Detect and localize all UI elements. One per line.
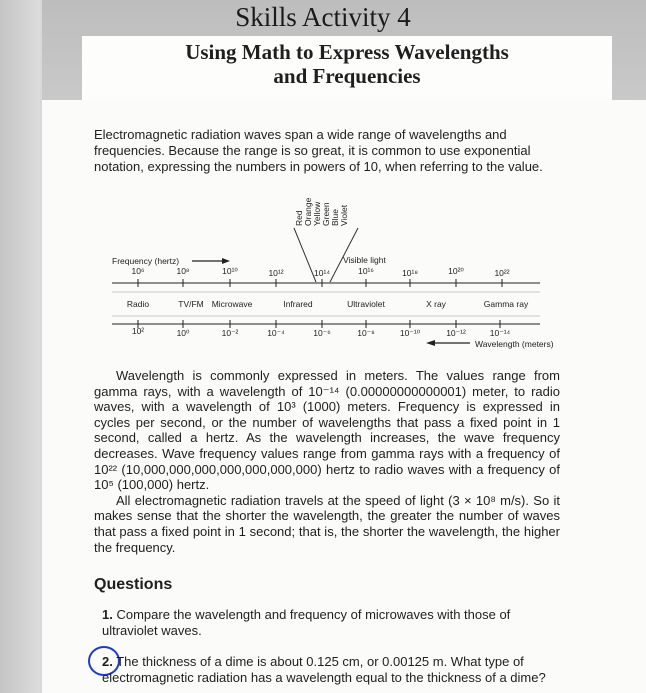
question-1 <box>102 607 562 638</box>
wavelength-tick-label: 10⁰ <box>176 328 190 338</box>
wavelength-ticks <box>132 320 511 338</box>
region-microwave: Microwave <box>211 299 253 309</box>
region-x-ray: X ray <box>426 299 446 309</box>
visible-fan-left-line <box>294 228 316 282</box>
question-2 <box>102 654 562 685</box>
region-infrared: Infrared <box>283 299 313 309</box>
frequency-tick-label: 10¹⁴ <box>314 268 330 278</box>
color-label-green: Green <box>321 202 331 226</box>
activity-title: Skills Activity 4 <box>235 2 411 32</box>
wavelength-tick-label: 10⁻² <box>221 328 239 338</box>
subtitle-line-2: and Frequencies <box>273 64 421 88</box>
visible-colors <box>294 197 349 226</box>
frequency-arrowhead <box>222 258 230 264</box>
frequency-label: Frequency (hertz) <box>112 256 180 266</box>
wavelength-tick-label: 10² <box>131 326 145 336</box>
frequency-tick-label: 10¹⁸ <box>402 268 418 278</box>
color-label-blue: Blue <box>330 208 340 226</box>
frequency-tick-label: 10¹⁰ <box>222 266 238 276</box>
intro-paragraph: Electromagnetic radiation waves span a wide range of wavelengths and frequencies. Because the range is so great, it is common to use exponential notation, expressing the numbers in powers of 10, when referring to the value. <box>94 127 543 174</box>
frequency-tick-label: 10²² <box>494 268 510 278</box>
wavelength-tick-label: 10⁻¹⁰ <box>399 328 421 338</box>
frequency-tick-label: 10⁶ <box>131 266 145 276</box>
region-radio: Radio <box>126 299 150 309</box>
color-label-orange: Orange <box>303 197 313 226</box>
question-2-number: 2. <box>102 654 113 669</box>
frequency-tick-label: 10⁸ <box>176 266 190 276</box>
wavelength-arrowhead <box>426 340 435 346</box>
wavelength-tick-label: 10⁻¹² <box>446 328 466 338</box>
question-2-text: The thickness of a dime is about 0.125 cm, or 0.00125 m. What type of electromagnetic radiation has a wavelength equal to the thickness of a dime? <box>102 654 546 685</box>
color-label-violet: Violet <box>339 204 349 226</box>
questions-heading: Questions <box>94 576 173 593</box>
question-1-text: Compare the wavelength and frequency of microwaves with those of ultraviolet waves. <box>102 607 511 638</box>
region-tv-fm: TV/FM <box>178 299 204 309</box>
wavelength-tick-label: 10⁻¹⁴ <box>489 328 511 338</box>
question-1-number: 1. <box>102 607 113 622</box>
region-ultraviolet: Ultraviolet <box>347 299 385 309</box>
region-gamma-ray: Gamma ray <box>483 299 529 309</box>
frequency-tick-label: 10¹⁶ <box>358 266 374 276</box>
subtitle-line-1: Using Math to Express Wavelengths <box>185 40 509 64</box>
body-paragraph-1: Wavelength is commonly expressed in meters. The values range from gamma rays, with a wavelength of 10⁻¹⁴ (0.00000000000001) meter, to radio waves, with a wavelength of 10³ (1000) meters. Frequency is expressed in cycles per second, or the number of wavelengths that pass a fixed point in 1 second, called a hertz. As the wavelength increases, the wave frequency decreases. Wave frequency values range from gamma rays with a frequency of 10²² (10,000,000,000,000,000,000,000) hertz to radio waves with a frequency of 10⁵ (100,000) hertz. <box>94 368 560 493</box>
wavelength-label: Wavelength (meters) <box>475 339 554 349</box>
wavelength-tick-label: 10⁻⁴ <box>267 328 285 338</box>
color-label-red: Red <box>294 210 304 226</box>
body-text <box>94 368 560 555</box>
color-label-yellow: Yellow <box>312 201 322 226</box>
body-paragraph-2: All electromagnetic radiation travels at the speed of light (3 × 10⁸ m/s). So it makes sense that the shorter the wavelength, the greater the number of waves that pass a fixed point in 1 second; that is, the shorter the wavelength, the higher the frequency. <box>94 492 560 555</box>
frequency-tick-label: 10²⁰ <box>448 266 464 276</box>
frequency-tick-label: 10¹² <box>268 268 284 278</box>
spectrum-regions <box>127 299 529 309</box>
wavelength-tick-label: 10⁻⁸ <box>357 328 375 338</box>
wavelength-tick-label: 10⁻⁶ <box>313 328 331 338</box>
frequency-ticks <box>132 266 510 287</box>
visible-light-label: Visible light <box>343 255 386 265</box>
